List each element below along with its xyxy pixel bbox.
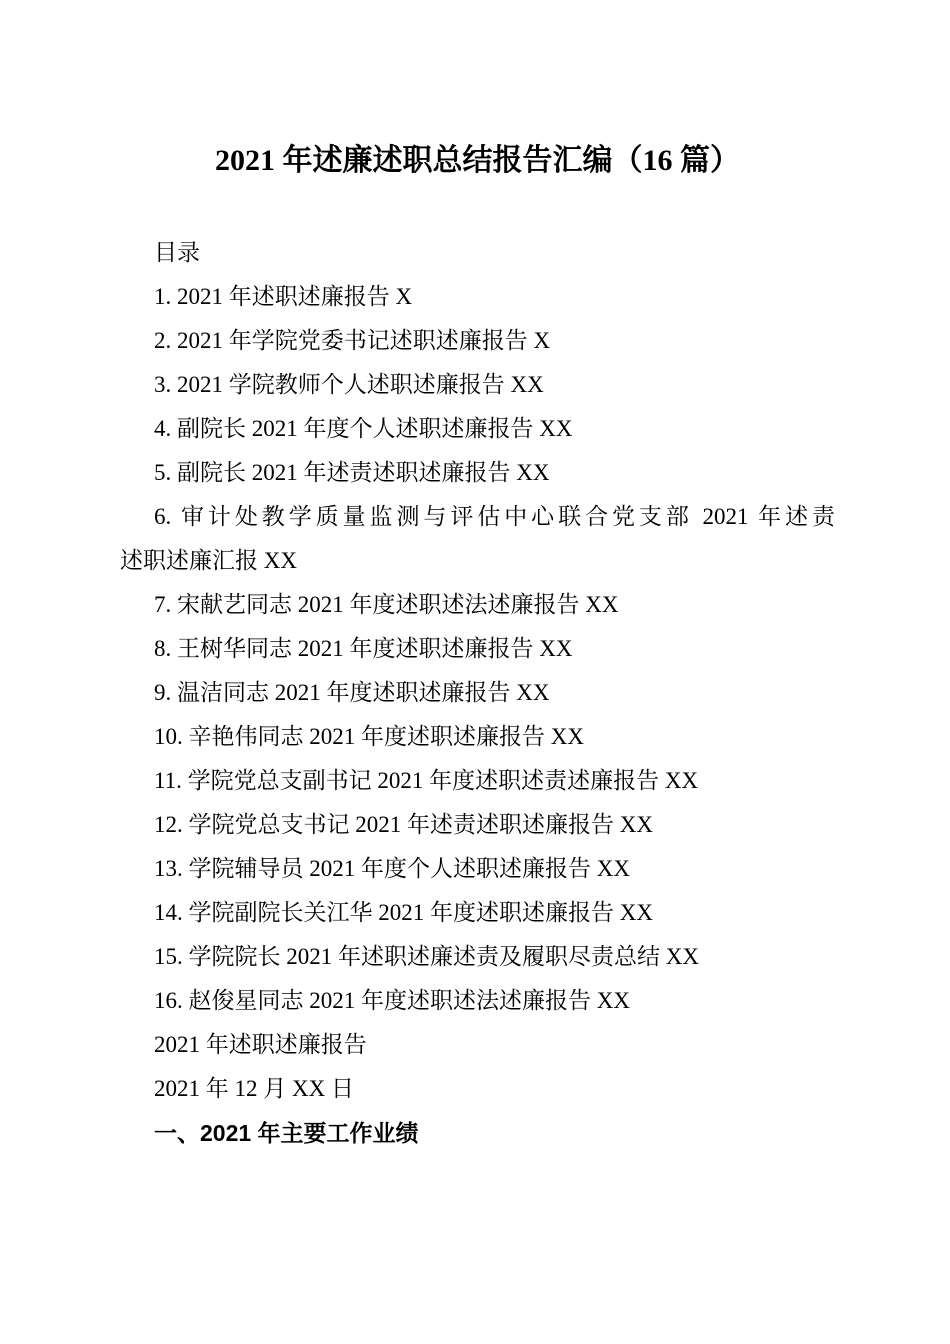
toc-item-8: 8. 王树华同志 2021 年度述职述廉报告 XX bbox=[154, 636, 573, 661]
toc-item-14: 14. 学院副院长关江华 2021 年度述职述廉报告 XX bbox=[154, 900, 653, 925]
report-date-line: 2021 年 12 月 XX 日 bbox=[154, 1076, 354, 1101]
toc-item-4: 4. 副院长 2021 年度个人述职述廉报告 XX bbox=[154, 416, 573, 441]
report-title-line: 2021 年述职述廉报告 bbox=[154, 1032, 367, 1057]
toc-item-6-continuation: 述职述廉汇报 XX bbox=[120, 548, 297, 573]
toc-item-7: 7. 宋献艺同志 2021 年度述职述法述廉报告 XX bbox=[154, 592, 619, 617]
toc-item-2: 2. 2021 年学院党委书记述职述廉报告 X bbox=[154, 328, 551, 353]
toc-item-5: 5. 副院长 2021 年述责述职述廉报告 XX bbox=[154, 460, 550, 485]
toc-item-15: 15. 学院院长 2021 年述职述廉述责及履职尽责总结 XX bbox=[154, 944, 699, 969]
toc-item-9: 9. 温洁同志 2021 年度述职述廉报告 XX bbox=[154, 680, 550, 705]
toc-item-11: 11. 学院党总支副书记 2021 年度述职述责述廉报告 XX bbox=[154, 768, 699, 793]
toc-item-3: 3. 2021 学院教师个人述职述廉报告 XX bbox=[154, 372, 544, 397]
toc-heading: 目录 bbox=[154, 240, 200, 265]
section-heading: 一、2021 年主要工作业绩 bbox=[154, 1120, 419, 1146]
toc-item-13: 13. 学院辅导员 2021 年度个人述职述廉报告 XX bbox=[154, 856, 630, 881]
toc-item-6: 6. 审计处教学质量监测与评估中心联合党支部 2021 年述责 bbox=[154, 504, 835, 529]
toc-item-16: 16. 赵俊星同志 2021 年度述职述法述廉报告 XX bbox=[154, 988, 630, 1013]
toc-item-12: 12. 学院党总支书记 2021 年述责述职述廉报告 XX bbox=[154, 812, 653, 837]
document-title: 2021 年述廉述职总结报告汇编（16 篇） bbox=[215, 144, 740, 177]
toc-item-10: 10. 辛艳伟同志 2021 年度述职述廉报告 XX bbox=[154, 724, 584, 749]
toc-item-1: 1. 2021 年述职述廉报告 X bbox=[154, 284, 413, 309]
document-body bbox=[120, 231, 835, 1155]
